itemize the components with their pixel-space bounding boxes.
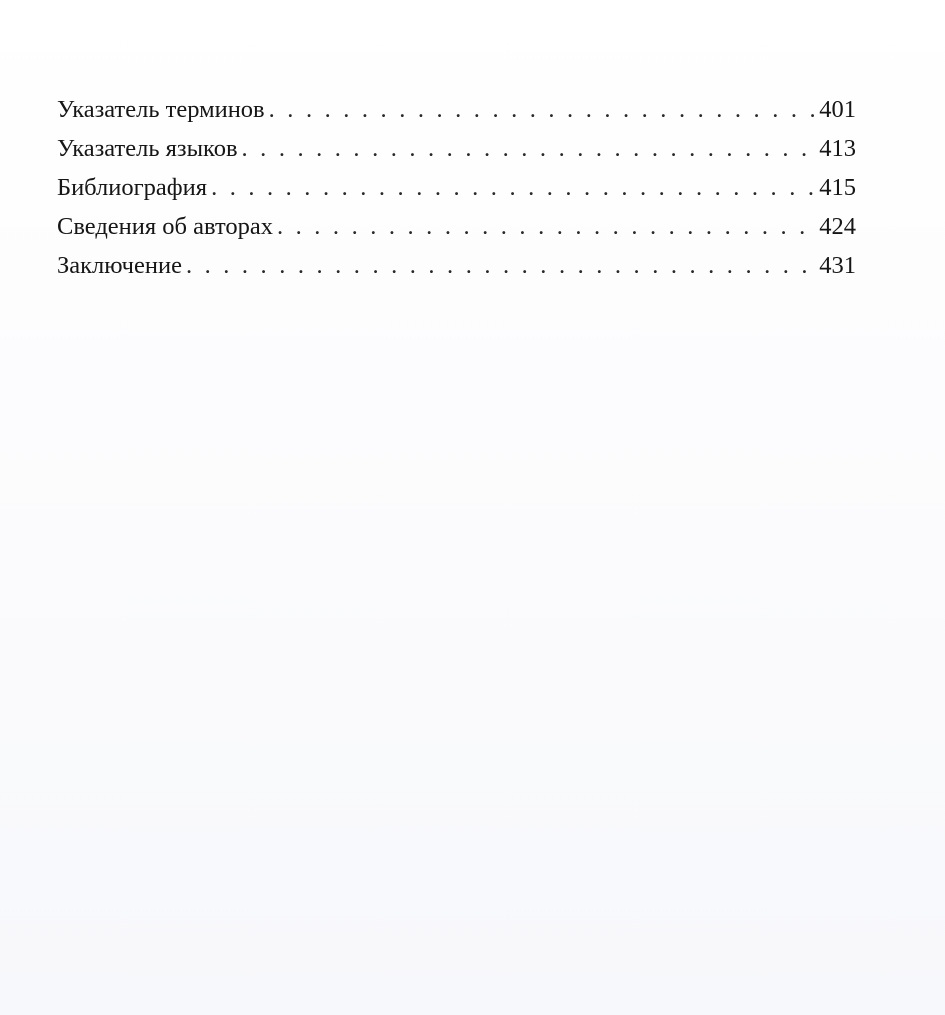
toc-page-number: 424: [819, 213, 856, 240]
toc-page-number: 431: [819, 252, 856, 279]
toc-entry-title: Сведения об авторах: [57, 213, 273, 240]
toc-dot-leader: [242, 129, 816, 168]
toc-entry: [57, 168, 856, 207]
toc-dot-leader: [269, 90, 816, 129]
toc-entry-title: Указатель языков: [57, 135, 238, 162]
toc-page-number: 415: [819, 174, 856, 201]
toc-entry-title: Указатель терминов: [57, 96, 265, 123]
toc-entry: [57, 246, 856, 285]
toc-dot-leader: [211, 168, 815, 207]
toc-entry-title: Заключение: [57, 252, 182, 279]
toc-entry-title: Библиография: [57, 174, 208, 201]
toc-entry: [57, 90, 856, 129]
toc-page-number: 413: [819, 135, 856, 162]
toc-entry: [57, 207, 856, 246]
toc-dot-leader: [277, 207, 815, 246]
table-of-contents: [57, 90, 856, 285]
toc-page-number: 401: [819, 96, 856, 123]
toc-dot-leader: [186, 246, 815, 285]
toc-entry: [57, 129, 856, 168]
